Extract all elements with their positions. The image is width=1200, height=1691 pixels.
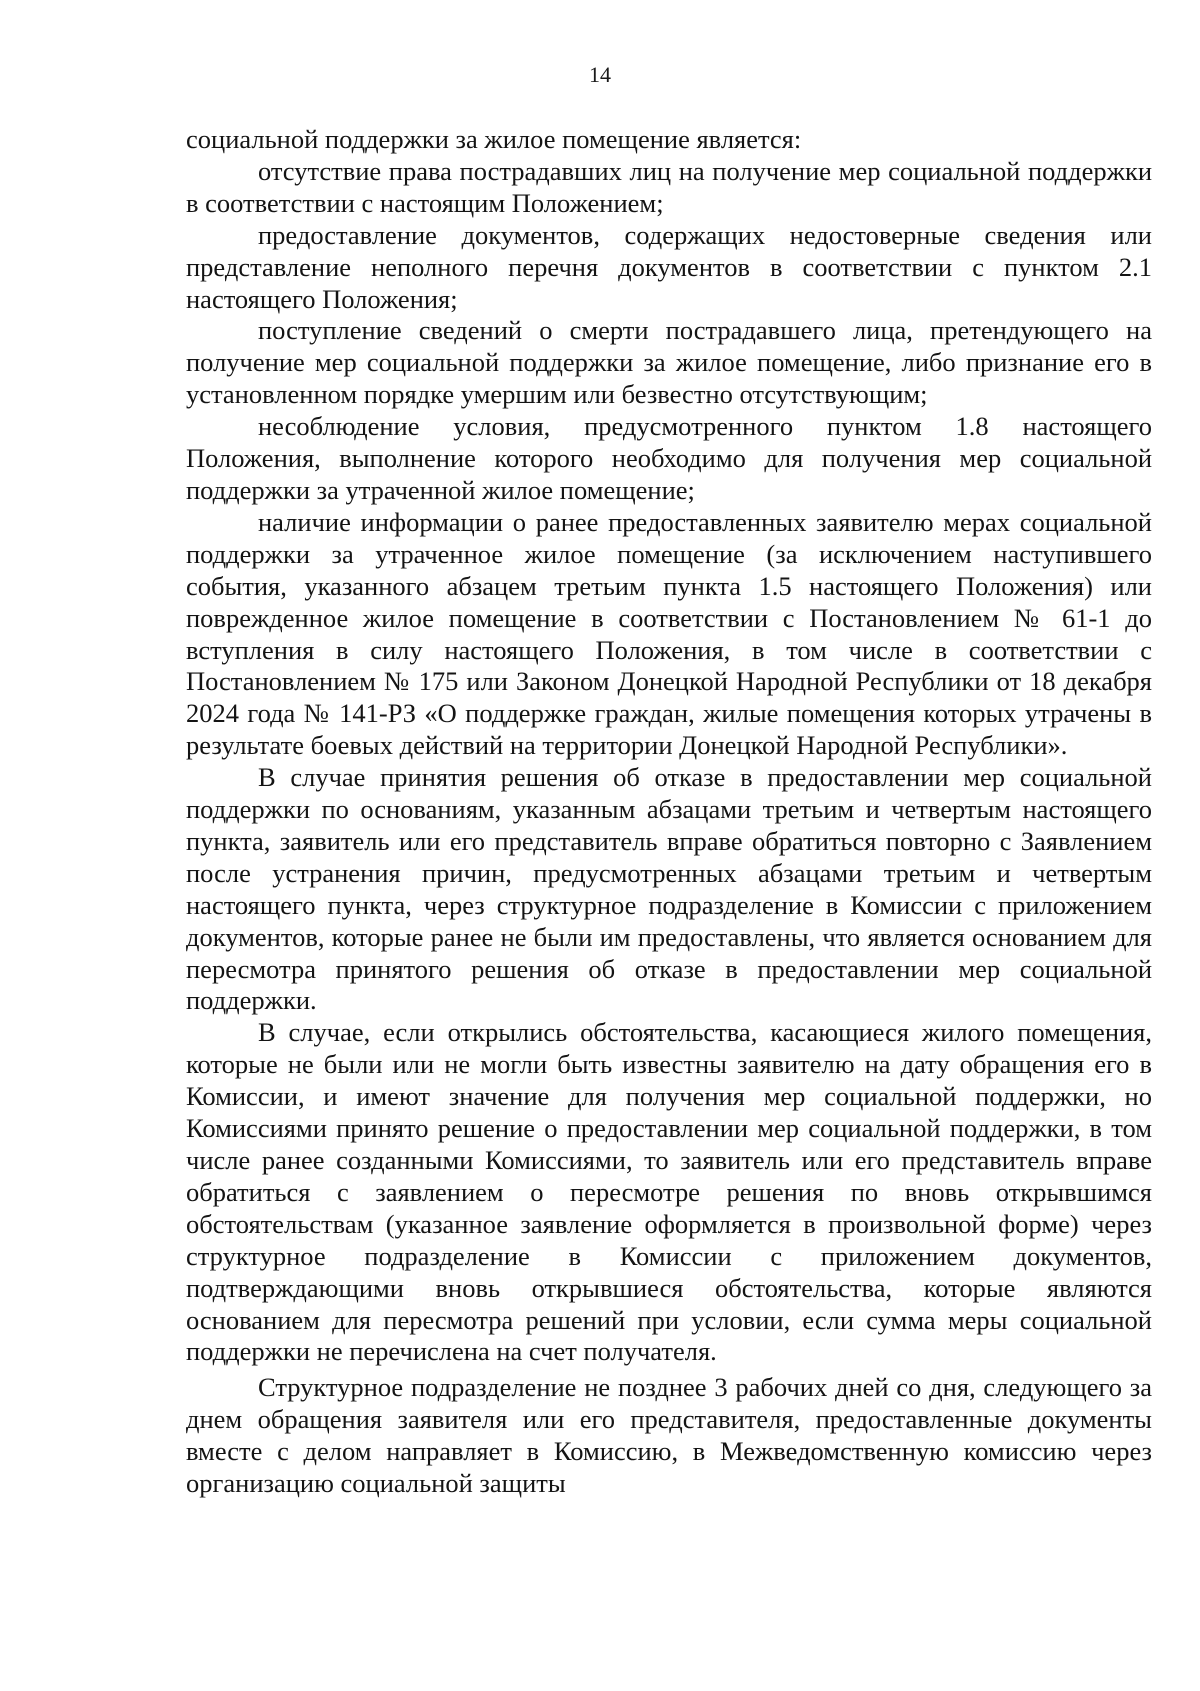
paragraph-no-rights: отсутствие права пострадавших лиц на получение мер социальной поддержки в соответствии с настоящим Положением;: [186, 155, 1152, 218]
paragraph-continuation: социальной поддержки за жилое помещение является:: [186, 124, 802, 154]
document-body: [186, 124, 1152, 1500]
paragraph-refusal-reapply: В случае принятия решения об отказе в предоставлении мер социальной поддержки по основаниям, указанным абзацами третьим и четвертым настоящего пункта, заявитель или его представитель вправе обратиться повторно с Заявлением после устранения причин, предусмотренных абзацами третьим и четвертым настоящего пункта, через структурное подразделение в Комиссии с приложением документов, которые ранее не были им предоставлены, что является основанием для пересмотра принятого решения об отказе в предоставлении мер социальной поддержки.: [186, 762, 1152, 1016]
page-number: 14: [589, 62, 611, 87]
paragraph-previous-support: наличие информации о ранее предоставленных заявителю мерах социальной поддержки за утраченное жилое помещение (за исключением наступившего события, указанного абзацем третьим пункта 1.5 настоящего Положения) или поврежденное жилое помещение в соответствии с Постановлением № 61-1 до вступления в силу настоящего Положения, в том числе в соответствии с Постановлением № 175 или Законом Донецкой Народной Республики от 18 декабря 2024 года № 141-РЗ «О поддержке граждан, жилые помещения которых утрачены в результате боевых действий на территории Донецкой Народной Республики».: [186, 506, 1152, 761]
paragraph-condition-1-8: несоблюдение условия, предусмотренного пунктом 1.8 настоящего Положения, выполнение которого необходимо для получения мер социальной поддержки за утраченной жилое помещение;: [186, 411, 1152, 505]
paragraph-structural-unit: Структурное подразделение не позднее 3 рабочих дней со дня, следующего за днем обращения заявителя или его представителя, предоставленные документы вместе с делом направляет в Комиссию, в Межведомственную комиссию через организацию социальной защиты: [186, 1372, 1152, 1499]
paragraph-death-info: поступление сведений о смерти пострадавшего лица, претендующего на получение мер социальной поддержки за жилое помещение, либо признание его в установленном порядке умершим или безвестно отсутствующим;: [186, 315, 1152, 410]
paragraph-new-circumstances: В случае, если открылись обстоятельства, касающиеся жилого помещения, которые не были или не могли быть известны заявителю на дату обращения его в Комиссии, и имеют значение для получения мер социальной поддержки, но Комиссиями принято решение о предоставлении мер социальной поддержки, в том числе ранее созданными Комиссиями, то заявитель или его представитель вправе обратиться с заявлением о пересмотре решения по вновь открывшимся обстоятельствам (указанное заявление оформляется в произвольной форме) через структурное подразделение в Комиссии с приложением документов, подтверждающими вновь открывшиеся обстоятельства, которые являются основанием для пересмотра решений при условии, если сумма меры социальной поддержки не перечислена на счет получателя.: [186, 1017, 1152, 1367]
paragraph-invalid-documents: предоставление документов, содержащих недостоверные сведения или представление неполного перечня документов в соответствии с пунктом 2.1 настоящего Положения;: [186, 219, 1152, 314]
